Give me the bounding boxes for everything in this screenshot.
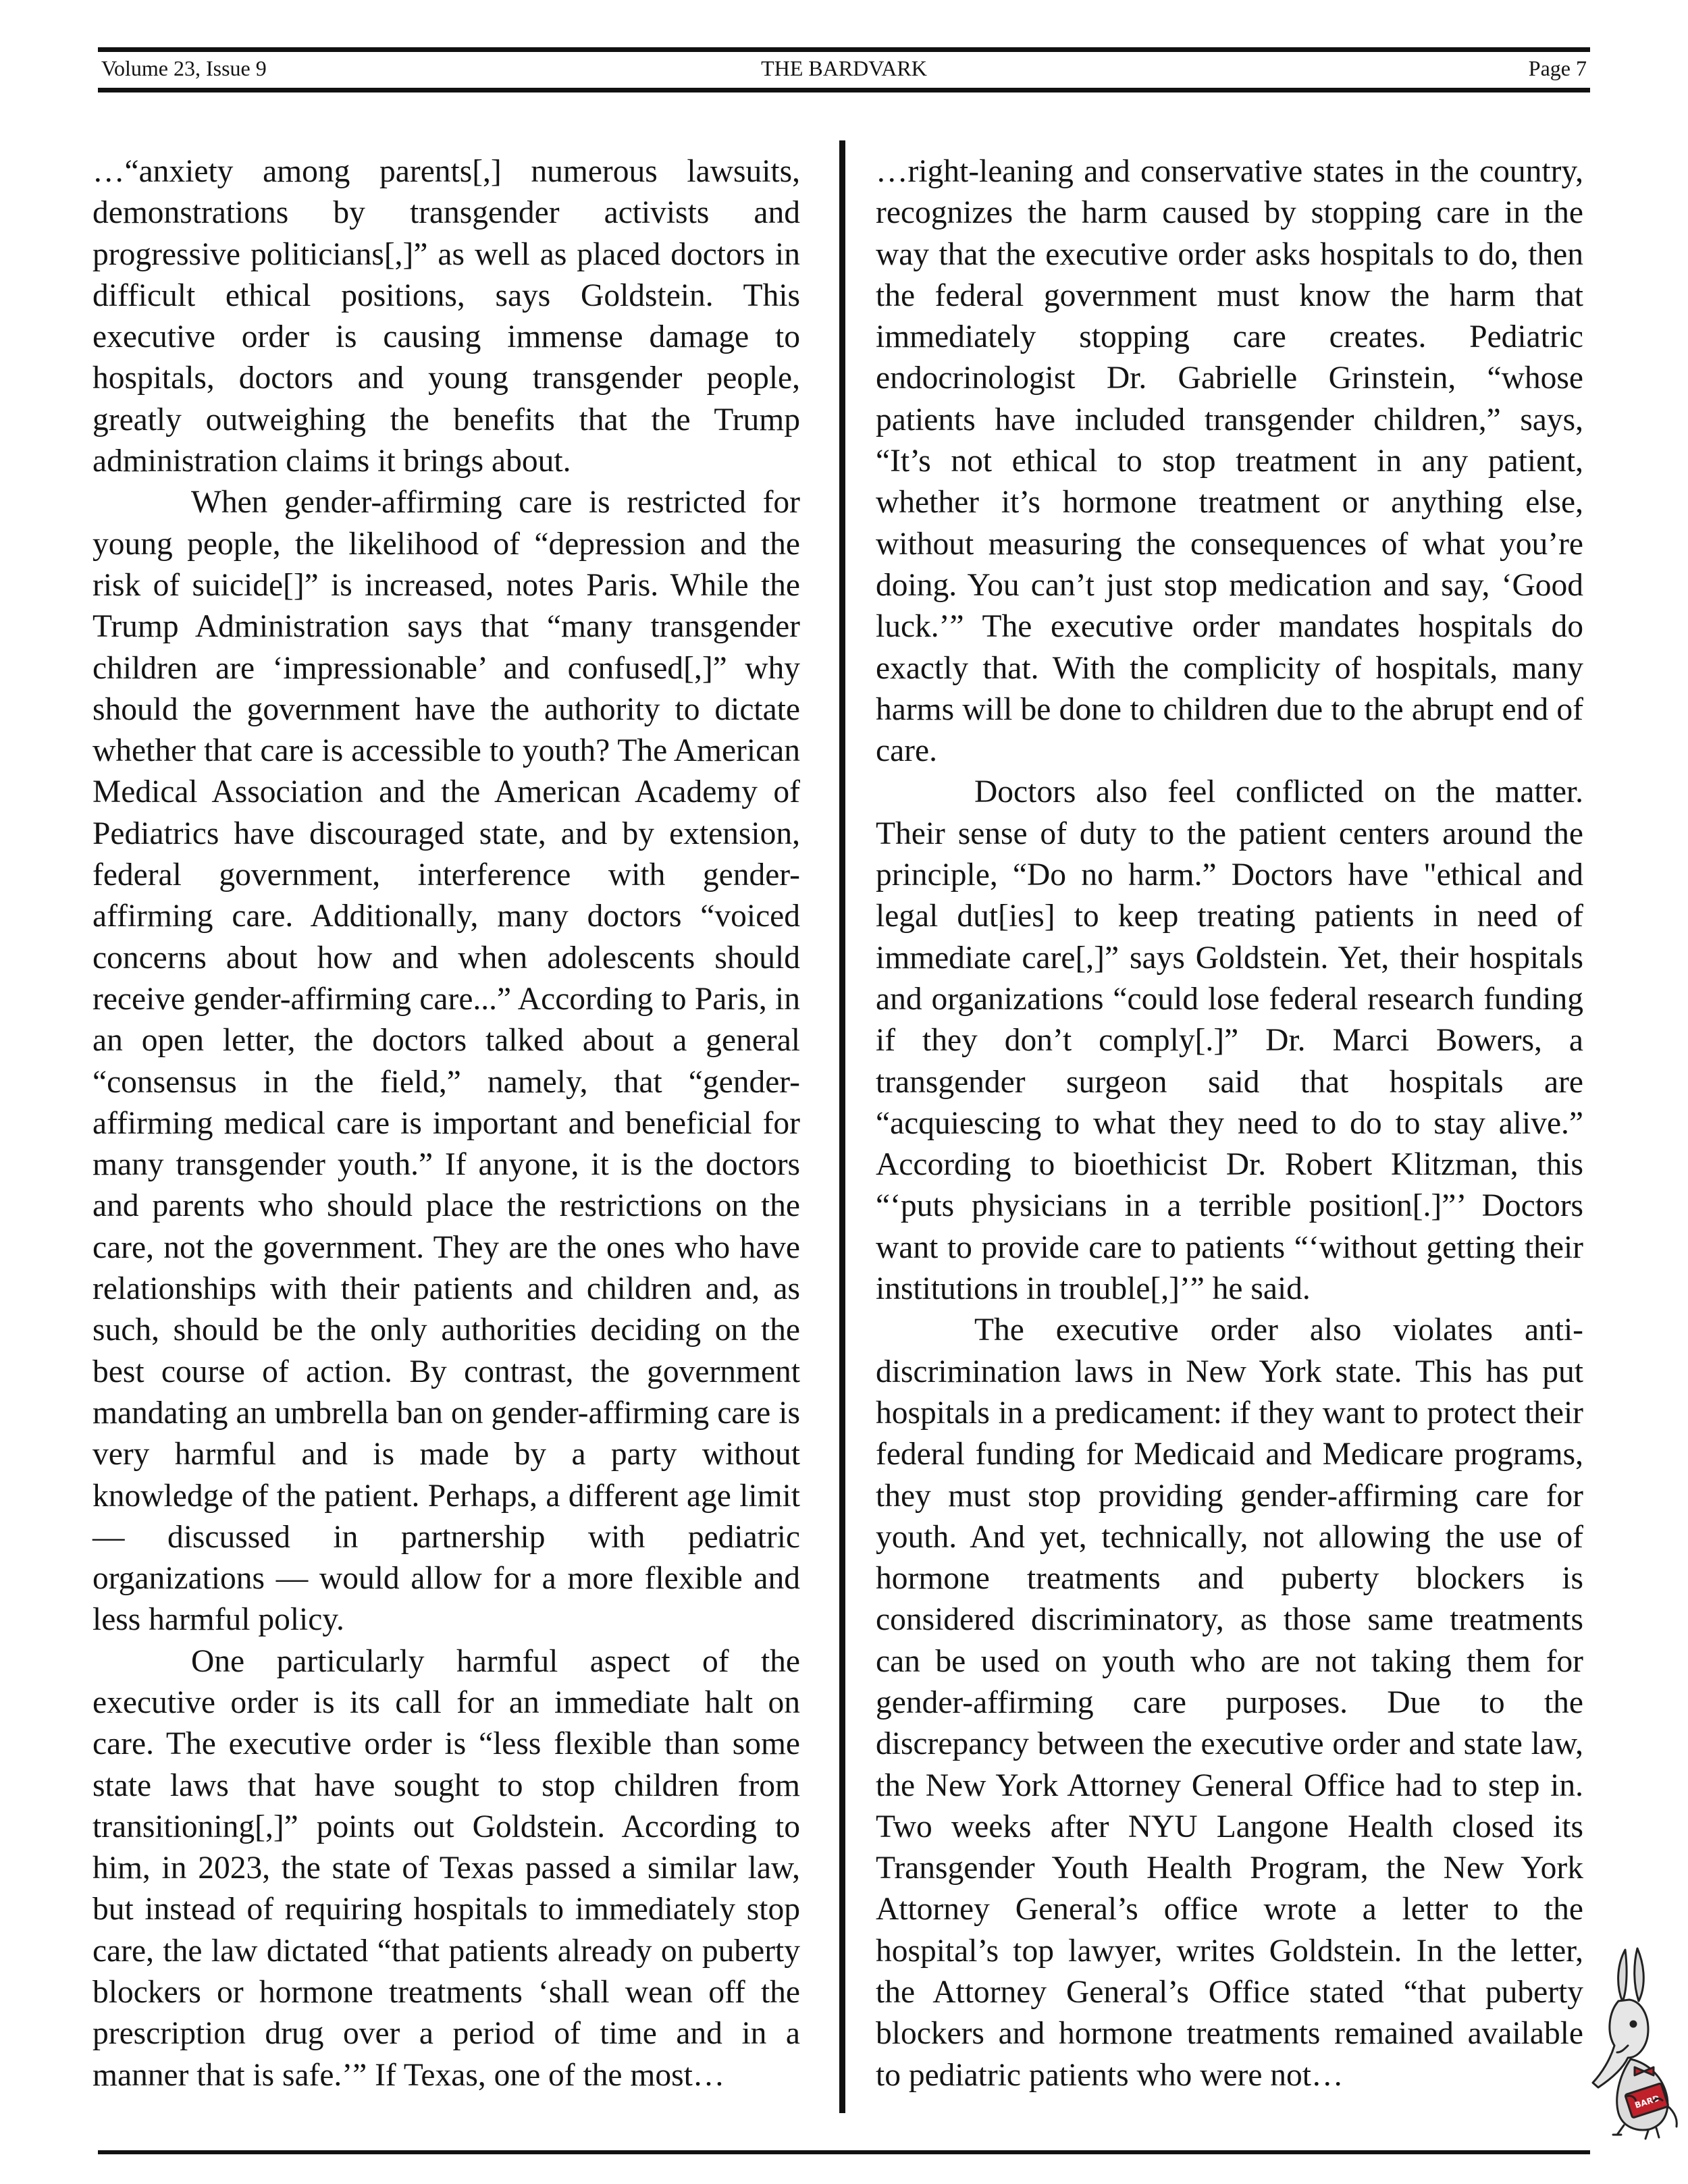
left-paragraph-3: One particularly harmful aspect of the executive order is its call for an immediate halt on care. The executive order is “less flexible than some state laws that have sought to stop children from transitioning[,]” points out Goldstein. According to him, in 2023, the state of Texas passed a similar law, but instead of requiring hospitals to immediately stop care, the law dictated “that patients already on puberty blockers or hormone treatments ‘shall wean off the prescription drug over a period of time and in a manner that is safe.’” If Texas, one of the most… bbox=[93, 1643, 800, 2093]
left-paragraph-2: When gender-affirming care is restricted for young people, the likelihood of “depression and the risk of suicide[]” is increased, notes Paris. While the Trump Administration says that “many transgender children are ‘impressionable’ and confused[,]” why should the government have the authority to dictate whether that care is accessible to youth? The American Medical Association and the American Academy of Pediatrics have discouraged state, and by extension, federal government, interference with gender-affirming care. Additionally, many doctors “voiced concerns about how and when adolescents should receive gender-affirming care...” According to Paris, in an open letter, the doctors talked about a general “consensus in the field,” namely, that “gender-affirming medical care is important and beneficial for many transgender youth.” If anyone, it is the doctors and parents who should place the restrictions on the care, not the government. They are the ones who have relationships with their patients and children and, as such, should be the only authorities deciding on the best course of action. By contrast, the government mandating an umbrella ban on gender-affirming care is very harmful and is made by a party without knowledge of the patient. Perhaps, a different age limit — discussed in partnership with pediatric organizations — would allow for a more flexible and less harmful policy. bbox=[93, 485, 800, 1638]
header-top-rule bbox=[98, 47, 1590, 52]
publication-name: THE BARDVARK bbox=[761, 56, 927, 80]
right-paragraph-2: Doctors also feel conflicted on the matter. Their sense of duty to the patient centers around the principle, “Do no harm.” Doctors have "ethical and legal dut[ies] to keep treating patients in need of immediate care[,]” says Goldstein. Yet, their hospitals and organizations “could lose federal research funding if they don’t comply[.]” Dr. Marci Bowers, a transgender surgeon said that hospitals are “acquiescing to what they need to do to stay alive.” According to bioethicist Dr. Robert Klitzman, this “‘puts physicians in a terrible position[.]”’ Doctors want to provide care to patients “‘without getting their institutions in trouble[,]’” he said. bbox=[876, 774, 1583, 1307]
svg-text:BARD: BARD bbox=[1633, 2093, 1661, 2110]
header-bottom-rule bbox=[98, 88, 1590, 92]
right-paragraph-1: …right-leaning and conservative states in the country, recognizes the harm caused by stopping care in the way that the executive order asks hospitals to do, then the federal government must know the harm that immediately stopping care creates. Pediatric endocrinologist Dr. Gabrielle Grinstein, “whose patients have included transgender children,” says, “It’s not ethical to stop treatment in any patient, whether it’s hormone treatment or anything else, without measuring the consequences of what you’re doing. You can’t just stop medication and say, ‘Good luck.’” The executive order mandates hospitals do exactly that. With the complicity of hospitals, many harms will be done to children due to the abrupt end of care. bbox=[876, 154, 1583, 769]
aardvark-mascot-icon bbox=[1583, 1944, 1685, 2140]
right-column bbox=[876, 151, 1583, 2096]
column-divider bbox=[839, 140, 845, 2113]
page-header bbox=[101, 54, 1587, 82]
left-column bbox=[93, 151, 800, 2096]
footer-rule bbox=[98, 2150, 1590, 2154]
volume-issue: Volume 23, Issue 9 bbox=[101, 56, 267, 80]
page-number: Page 7 bbox=[1528, 56, 1587, 80]
right-paragraph-3: The executive order also violates anti-discrimination laws in New York state. This has put hospitals in a predicament: if they want to protect their federal funding for Medicaid and Medicare programs, they must stop providing gender-affirming care for youth. And yet, technically, not allowing the use of hormone treatments and puberty blockers is considered discriminatory, as those same treatments can be used on youth who are not taking them for gender-affirming care purposes. Due to the discrepancy between the executive order and state law, the New York Attorney General Office had to step in. Two weeks after NYU Langone Health closed its Transgender Youth Health Program, the New York Attorney General’s office wrote a letter to the hospital’s top lawyer, writes Goldstein. In the letter, the Attorney General’s Office stated “that puberty blockers and hormone treatments remained available to pediatric patients who were not… bbox=[876, 1312, 1583, 2093]
left-paragraph-1: …“anxiety among parents[,] numerous lawsuits, demonstrations by transgender activists and progressive politicians[,]” as well as placed doctors in difficult ethical positions, says Goldstein. This executive order is causing immense damage to hospitals, doctors and young transgender people, greatly outweighing the benefits that the Trump administration claims it brings about. bbox=[93, 154, 800, 479]
